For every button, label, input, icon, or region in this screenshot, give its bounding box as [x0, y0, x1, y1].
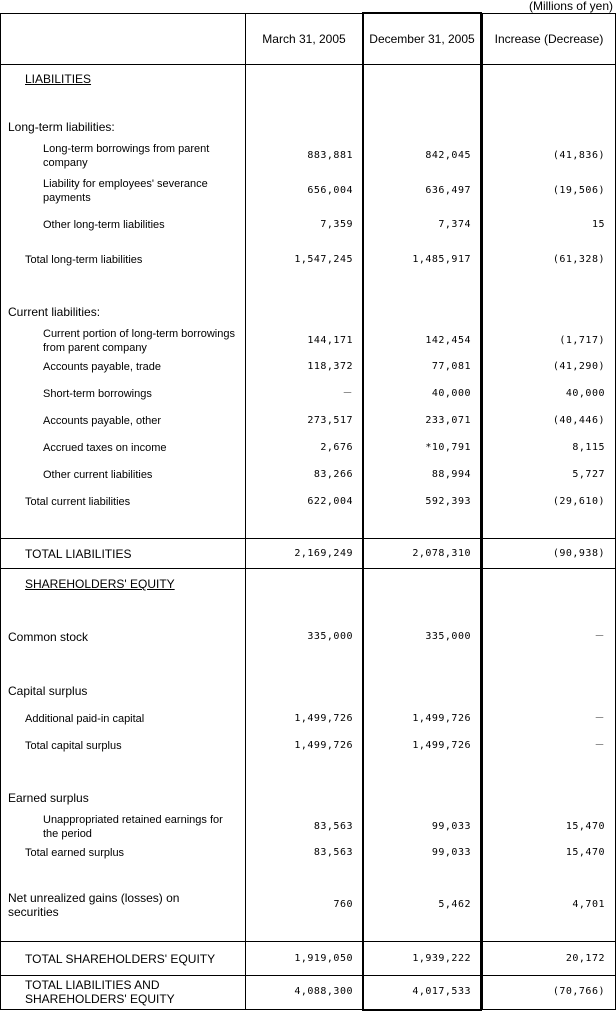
row-label: Total current liabilities [25, 496, 131, 508]
row-label: Common stock [8, 630, 89, 644]
value-march: 656,004 [307, 185, 353, 196]
table-row [0, 465, 616, 485]
value-december: 40,000 [431, 388, 471, 399]
value-change: (70,766) [552, 986, 605, 997]
value-march: 622,004 [307, 496, 353, 507]
row-label: Liability for employees' severance payments [43, 178, 208, 204]
subtotal-row [0, 736, 616, 756]
value-change: 15 [591, 219, 605, 230]
value-change: 4,701 [572, 899, 605, 910]
table-row [0, 176, 616, 206]
value-december: 2,078,310 [412, 547, 471, 559]
section-heading-row [0, 572, 616, 596]
value-change: 8,115 [572, 442, 605, 453]
table-row [0, 438, 616, 458]
subtotal-row [0, 492, 616, 512]
row-label: Long-term liabilities: [8, 120, 115, 134]
table-row [0, 411, 616, 431]
value-december: 99,033 [431, 821, 471, 832]
value-change: (19,506) [552, 185, 605, 196]
value-change: (1,717) [559, 335, 605, 346]
value-march: 83,266 [313, 469, 353, 480]
value-change: 20,172 [565, 952, 605, 964]
value-march: 760 [333, 899, 353, 910]
value-march: 335,000 [307, 631, 353, 642]
row-label: Net unrealized gains (losses) on securities [8, 891, 180, 919]
value-december: 592,393 [425, 496, 471, 507]
section-heading-row [0, 66, 616, 92]
table-row [0, 326, 616, 356]
value-march: 7,359 [320, 219, 353, 230]
total-row [0, 942, 616, 975]
value-march: 1,499,726 [294, 713, 353, 724]
subsection-heading-row [0, 116, 616, 138]
row-label: TOTAL LIABILITIES [25, 546, 132, 561]
value-change: 40,000 [565, 388, 605, 399]
value-december: 233,071 [425, 415, 471, 426]
value-change: 15,470 [565, 821, 605, 832]
value-change: － [594, 631, 605, 642]
value-march: － [342, 388, 353, 399]
value-december: 7,374 [438, 219, 471, 230]
value-december: 335,000 [425, 631, 471, 642]
row-label: TOTAL LIABILITIES AND SHAREHOLDERS' EQUITY [25, 978, 175, 1006]
header-divider [0, 64, 616, 65]
table-row [0, 384, 616, 404]
value-change: 5,727 [572, 469, 605, 480]
column-header-december: December 31, 2005 [369, 32, 475, 46]
value-march: 1,919,050 [294, 952, 353, 964]
row-label: Total capital surplus [25, 740, 122, 752]
row-label: Long-term borrowings from parent company [43, 143, 210, 169]
value-december: 4,017,533 [412, 986, 471, 997]
table-row [0, 709, 616, 729]
value-change: (61,328) [552, 254, 605, 265]
subtotal-row [0, 250, 616, 270]
row-label: Accrued taxes on income [43, 442, 167, 454]
row-divider [0, 568, 616, 569]
value-march: 144,171 [307, 335, 353, 346]
row-label: Total long-term liabilities [25, 254, 143, 266]
subsection-heading-row [0, 787, 616, 809]
value-march: 273,517 [307, 415, 353, 426]
table-row [0, 357, 616, 377]
value-december: 636,497 [425, 185, 471, 196]
column-header-change: Increase (Decrease) [494, 32, 604, 46]
value-march: 1,499,726 [294, 740, 353, 751]
units-note: (Millions of yen) [528, 0, 613, 13]
value-december: 1,499,726 [412, 740, 471, 751]
value-change: (29,610) [552, 496, 605, 507]
value-change: (41,836) [552, 150, 605, 161]
row-label: Capital surplus [8, 684, 88, 698]
table-row [0, 215, 616, 235]
value-march: 883,881 [307, 150, 353, 161]
value-december: 1,939,222 [412, 952, 471, 964]
value-december: 99,033 [431, 847, 471, 858]
value-december: *10,791 [425, 442, 471, 453]
value-december: 1,485,917 [412, 254, 471, 265]
row-label: Earned surplus [8, 791, 89, 805]
value-march: 1,547,245 [294, 254, 353, 265]
row-label: Current portion of long-term borrowings from parent company [43, 328, 235, 354]
row-label: Current liabilities: [8, 305, 101, 319]
table-row [0, 626, 616, 648]
value-december: 5,462 [438, 899, 471, 910]
table-row [0, 889, 616, 921]
subsection-heading-row [0, 680, 616, 702]
value-change: (40,446) [552, 415, 605, 426]
column-header-march: March 31, 2005 [262, 32, 346, 46]
row-label: Accounts payable, trade [43, 361, 162, 373]
row-label: Other current liabilities [43, 469, 153, 481]
row-label: SHAREHOLDERS' EQUITY [25, 577, 175, 591]
value-march: 118,372 [307, 361, 353, 372]
grand-total-row [0, 976, 616, 1008]
row-label: Unappropriated retained earnings for the period [43, 814, 223, 840]
row-label: Other long-term liabilities [43, 219, 165, 231]
value-march: 83,563 [313, 821, 353, 832]
value-change: (90,938) [552, 547, 605, 559]
subtotal-row [0, 843, 616, 863]
row-label: TOTAL SHAREHOLDERS' EQUITY [25, 951, 216, 966]
row-label: Total earned surplus [25, 847, 125, 859]
value-december: 88,994 [431, 469, 471, 480]
subsection-heading-row [0, 301, 616, 323]
value-change: 15,470 [565, 847, 605, 858]
table-row [0, 812, 616, 842]
row-label: Short-term borrowings [43, 388, 152, 400]
value-december: 77,081 [431, 361, 471, 372]
value-december: 142,454 [425, 335, 471, 346]
value-march: 2,676 [320, 442, 353, 453]
value-change: － [594, 713, 605, 724]
row-label: LIABILITIES [25, 72, 92, 86]
row-label: Accounts payable, other [43, 415, 162, 427]
table-row [0, 141, 616, 171]
value-change: (41,290) [552, 361, 605, 372]
row-label: Additional paid-in capital [25, 713, 145, 725]
value-december: 842,045 [425, 150, 471, 161]
value-march: 83,563 [313, 847, 353, 858]
value-march: 2,169,249 [294, 547, 353, 559]
value-december: 1,499,726 [412, 713, 471, 724]
total-row [0, 539, 616, 568]
value-change: － [594, 740, 605, 751]
value-march: 4,088,300 [294, 986, 353, 997]
